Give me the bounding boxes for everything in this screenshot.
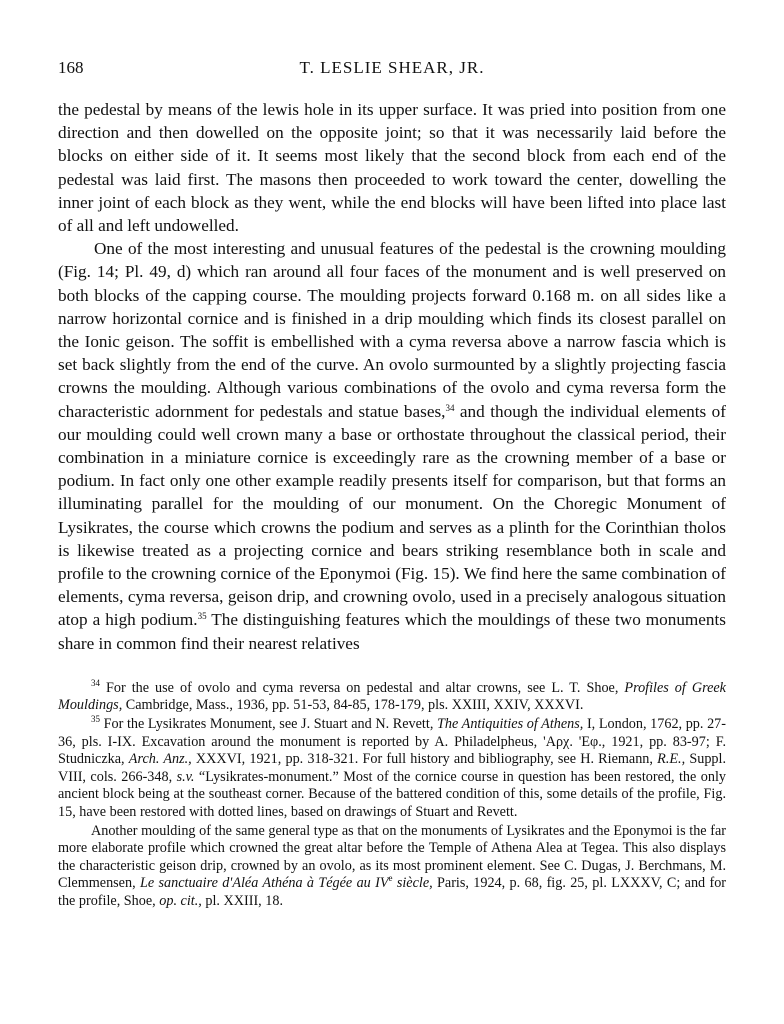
footnote-35-text-2: I, London, 1762, pp. 27-36, pls. I-IX. Excavation around the monument is reported by A. Philadelpheus, 'Αρχ. 'Εφ., 1921, pp. 83-97; F. Studniczka,: [58, 716, 726, 768]
footnote-ref-34[interactable]: 34: [445, 402, 455, 413]
footnote-ref-35[interactable]: 35: [197, 611, 207, 622]
footnote-34: [58, 677, 726, 715]
footnote-34-text: For the use of ovolo and cyma reversa on pedestal and altar crowns, see L. T. Shoe,: [100, 679, 625, 696]
running-head-title: T. LESLIE SHEAR, JR.: [299, 58, 485, 77]
footnote-34-text-end: Cambridge, Mass., 1936, pp. 51-53, 84-85, 178-179, pls. XXIII, XXIV, XXXVI.: [122, 697, 584, 714]
paragraph-2-part-c: The distinguishing features which the mouldings of these two monuments share in common find their nearest relatives: [58, 610, 726, 653]
page-number: 168: [58, 58, 84, 77]
footnote-35-sv: s.v.: [176, 768, 195, 785]
footnote-35-text-5: “Lysikrates-monument.” Most of the cornice course in question has been restored, the only ancient block being at the southeast corner. Because of the battered condition of this, some details of the profile, Fig. 15, have been restored with dotted lines, based on drawings of Stuart and Revett.: [58, 768, 726, 821]
footnote-35-text-3: XXXVI, 1921, pp. 318-321. For full history and bibliography, see H. Riemann,: [191, 751, 658, 768]
footnotes: [58, 677, 727, 911]
footnote-35-journal: Arch. Anz.,: [128, 751, 192, 768]
footnote-35-title: The Antiquities of Athens,: [437, 716, 584, 733]
footnote-cont-text-3: pl. XXIII, 18.: [201, 893, 283, 909]
paragraph-2-part-a: One of the most interesting and unusual features of the pedestal is the crowning moulding (Fig. 14; Pl. 49, d) which ran around all four faces of the monument and is well preserved on both blocks of the capping course. The moulding projects forward 0.168 m. on all sides like a narrow horizontal cornice and is finished in a drip moulding which finds its closest parallel on the Ionic geison. The soffit is embellished with a cyma reversa above a narrow fascia which is set back slightly from the end of the curve. An ovolo surmounted by a slightly projecting fascia crowns the moulding. Although various combinations of the ovolo and cyma reversa form the characteristic adornment for pedestals and statue bases,: [58, 239, 726, 421]
footnote-35-re: R.E.,: [657, 751, 686, 768]
running-header: [58, 58, 726, 82]
footnote-cont-text-2: Paris, 1924, p. 68, fig. 25, pl. LXXXV, C; and for the profile, Shoe,: [58, 875, 727, 909]
footnote-34-number: 34: [91, 677, 100, 688]
paragraph-2-part-b: and though the individual elements of our moulding could well crown many a base or orthostate throughout the classical period, their combination in a miniature cornice is exceedingly rare as the crowning member of a base or podium. In fact only one other example readily presents itself for comparison, but that forms an illuminating parallel for the moulding of our monument. On the Choregic Monument of Lysikrates, the course which crowns the podium and serves as a plinth for the Corinthian tholos is likewise treated as a projecting cornice and bears striking resemblance both in scale and profile to the crowning cornice of the Eponymoi (Fig. 15). We find here the same combination of elements, cyma reversa, geison drip, and crowning ovolo, used in a precisely analogous situation atop a high podium.: [58, 401, 726, 630]
footnote-35: [58, 716, 726, 822]
footnote-cont-superscript: e: [388, 873, 393, 884]
footnote-34-title: Profiles of Greek Mouldings,: [58, 679, 726, 714]
footnote-cont-text: Another moulding of the same general type as that on the monuments of Lysikrates and the Eponymoi is the far more elaborate profile which crowned the great altar before the Temple of Athena Alea at Tegea. This also displays the characteristic geison drip, crowned by an ovolo, as its most prominent element. See C. Dugas, J. Berchmans, M. Clemmensen,: [58, 822, 726, 892]
footnote-cont-title: Le sanctuaire d'Aléa Athéna à Tégée au IV: [139, 875, 389, 892]
footnote-35-text-4: Suppl. VIII, cols. 266-348,: [58, 751, 726, 785]
footnote-35-continuation: [58, 823, 726, 911]
footnote-35-number: 35: [91, 714, 100, 725]
footnote-cont-opcit: op. cit.,: [159, 893, 202, 909]
paragraph-1: the pedestal by means of the lewis hole in its upper surface. It was pried into position from one direction and then dowelled on the opposite joint; so that it was necessarily laid before the blocks on either side of it. It seems most likely that the second block from each end of the pedestal was laid first. The masons then proceeded to work toward the center, dowelling the inner joint of each block as they went, while the end blocks will have been lifted into place last of all and left undowelled.: [58, 100, 726, 236]
main-text: [58, 98, 726, 655]
footnote-cont-title-end: siècle,: [392, 875, 433, 892]
paragraph-2: [58, 237, 726, 655]
footnote-35-text: For the Lysikrates Monument, see J. Stuart and N. Revett,: [100, 716, 437, 733]
page: [58, 58, 726, 911]
